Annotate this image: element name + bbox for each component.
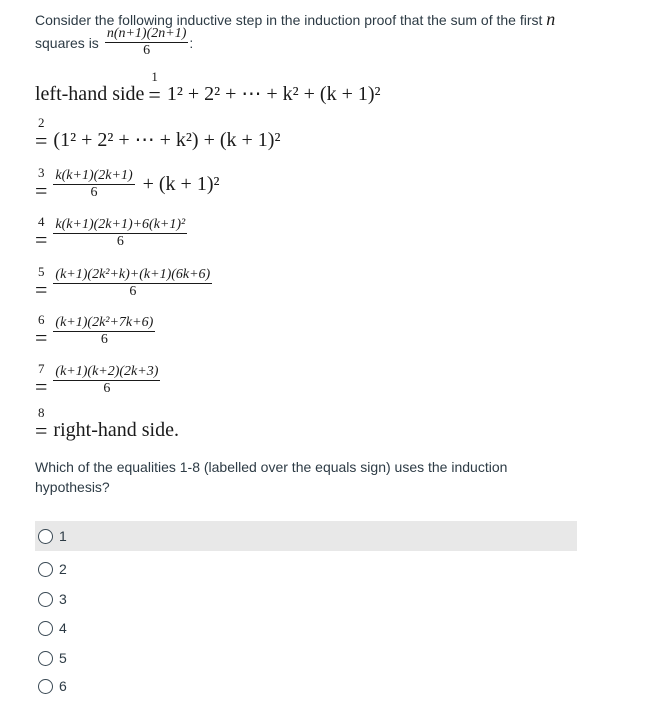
step-1-expression: 1² + 2² + ⋯ + k² + (k + 1)² — [166, 83, 381, 105]
equals-sign-4: 4 = — [35, 214, 48, 252]
proof-step-3 — [35, 164, 219, 204]
formula-colon: : — [189, 34, 194, 51]
proof-step-7 — [35, 360, 160, 400]
radio-button-1[interactable] — [38, 529, 53, 544]
intro-variable: n — [546, 9, 556, 29]
equals-sign-8: 8 = — [35, 405, 48, 443]
equals-sign-1: 1 = — [148, 69, 161, 107]
equals-label-8: 8 — [37, 405, 45, 420]
option-label-1: 1 — [59, 528, 67, 544]
radio-button-2[interactable] — [38, 562, 53, 577]
equals-label-2: 2 — [37, 115, 45, 130]
equals-label-7: 7 — [37, 361, 45, 376]
step-4-fraction — [53, 218, 187, 249]
equals-sign-3: 3 = — [35, 165, 48, 203]
radio-button-3[interactable] — [38, 592, 53, 607]
step-7-denominator: 6 — [103, 380, 111, 396]
step-5-fraction — [53, 268, 212, 299]
equals-label-3: 3 — [37, 165, 45, 180]
option-label-5: 5 — [59, 650, 67, 666]
equals-sign-5: 5 = — [35, 264, 48, 302]
step-7-numerator: (k+1)(k+2)(2k+3) — [55, 363, 159, 379]
question-prompt: Which of the equalities 1-8 (labelled over the equals sign) uses the induction hypothesis? — [35, 459, 508, 495]
step-7-fraction — [53, 365, 160, 396]
equals-sign-6: 6 = — [35, 312, 48, 350]
equals-label-5: 5 — [37, 264, 45, 279]
proof-step-5 — [35, 263, 212, 303]
proof-step-8 — [35, 406, 179, 442]
proof-step-6 — [35, 311, 155, 351]
option-label-3: 3 — [59, 591, 67, 607]
equals-sign-7: 7 = — [35, 361, 48, 399]
step-3-fraction — [53, 169, 134, 200]
sum-formula-denominator: 6 — [143, 43, 151, 58]
equals-sign-2: 2 = — [35, 115, 48, 153]
option-2[interactable] — [35, 554, 577, 584]
option-5[interactable] — [35, 643, 577, 673]
rhs-label: right-hand side. — [53, 419, 179, 441]
equals-label-6: 6 — [37, 312, 45, 327]
option-label-2: 2 — [59, 561, 67, 577]
step-5-denominator: 6 — [129, 283, 137, 299]
step-4-numerator: k(k+1)(2k+1)+6(k+1)² — [55, 216, 186, 232]
step-6-numerator: (k+1)(2k²+7k+6) — [55, 314, 154, 330]
option-4[interactable] — [35, 613, 577, 643]
proof-step-1 — [35, 70, 381, 106]
step-5-numerator: (k+1)(2k²+k)+(k+1)(6k+6) — [55, 266, 211, 282]
option-label-4: 4 — [59, 620, 67, 636]
option-1[interactable] — [35, 521, 577, 551]
option-label-6: 6 — [59, 678, 67, 694]
step-6-denominator: 6 — [100, 331, 108, 347]
question-formula-line — [35, 27, 193, 58]
squares-text: squares is — [35, 34, 99, 51]
proof-step-2 — [35, 116, 280, 152]
option-6[interactable] — [35, 671, 577, 701]
option-3[interactable] — [35, 584, 577, 614]
radio-button-4[interactable] — [38, 621, 53, 636]
step-3-numerator: k(k+1)(2k+1) — [55, 167, 133, 183]
proof-step-4 — [35, 213, 187, 253]
sum-formula-numerator: n(n+1)(2n+1) — [106, 26, 187, 41]
step-3-denominator: 6 — [90, 184, 98, 200]
step-2-expression: (1² + 2² + ⋯ + k²) + (k + 1)² — [53, 129, 281, 151]
lhs-label: left-hand side — [35, 83, 145, 105]
radio-button-6[interactable] — [38, 679, 53, 694]
equals-label-4: 4 — [37, 214, 45, 229]
intro-text: Consider the following inductive step in the induction proof that the sum of the first — [35, 12, 543, 28]
radio-button-5[interactable] — [38, 651, 53, 666]
sum-formula — [105, 27, 189, 58]
equals-label-1: 1 — [151, 69, 158, 84]
step-4-denominator: 6 — [116, 233, 124, 249]
step-3-tail: + (k + 1)² — [142, 172, 220, 195]
step-6-fraction — [53, 316, 155, 347]
